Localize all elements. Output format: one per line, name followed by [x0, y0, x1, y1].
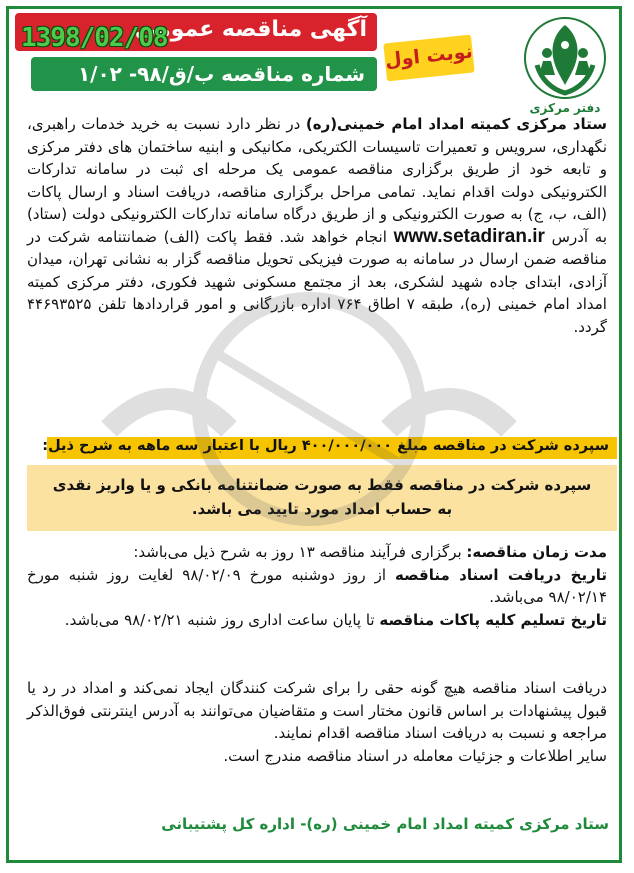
deposit-terms-text: سپرده شرکت در مناقصه فقط به صورت ضمانتنامه بانکی و یا واریز نقدی به حساب امداد مورد تایید می باشد.: [52, 476, 592, 518]
documents-date-label: تاریخ دریافت اسناد مناقصه: [395, 565, 607, 584]
duration-text: برگزاری فرآیند مناقصه ۱۳ روز به شرح ذیل می‌باشد:: [133, 543, 467, 561]
notes-text-2: سایر اطلاعات و جزئیات معامله در اسناد مناقصه مندرج است.: [223, 746, 607, 765]
emdad-emblem-icon: [517, 15, 613, 101]
deposit-strip: [42, 437, 617, 459]
document-dates: [27, 564, 607, 609]
organization-name: ستاد مرکزی کمیته امداد امام خمینی(ره): [305, 115, 607, 133]
round-label: نوبت اول: [384, 40, 474, 72]
footer-signature: ستاد مرکزی کمیته امداد امام خمینی (ره)- اداره کل پشتیبانی: [161, 815, 609, 833]
intro-text-1: در نظر دارد نسبت به خرید خدمات راهبری، نگهداری، سرویس و تعمیرات تاسیسات الکتریکی، مکانیکی و ابنیه ساختمان های دفتر مرکزی و تابعه خود از طریق برگزاری مناقصه عمومی یک مرحله ای ثبت در سامانه تدارکات الکترونیکی دولت اقدام نماید. تمامی مراحل برگزاری مناقصه، دریافت اسناد و ارسال پاکات (الف، ب، ج) به صورت الکترونیکی و از طریق درگاه سامانه تدارکات الکترونیکی دولت (ستاد) به آدرس: [27, 115, 607, 246]
notice-frame: [6, 6, 622, 863]
notice-title: آگهی مناقصه عمومی: [134, 17, 367, 42]
tender-number: شماره مناقصه ب/ق/۹۸- ۱/۰۲: [77, 62, 365, 86]
deposit-terms-box: [27, 465, 617, 531]
tender-duration: [27, 541, 607, 564]
tender-portal-url: www.setadiran.ir: [393, 225, 545, 247]
round-badge: [383, 35, 474, 82]
intro-text-2: انجام خواهد شد. فقط پاکت (الف) ضمانتنامه شرکت در مناقصه ضمن ارسال در سامانه به صورت فیزیکی تحویل مناقصه گزار به نشانی تهران، میدان آزادی، ابتدای جاده شهید لشکری، بعد از مجتمع مسکونی شهید فکوری، دفتر مرکزی کمیته امداد امام خمینی (ره)، طبقه ۷ اطاق ۷۶۴ اداره بازرگانی و امور قراردادها تلفن ۴۴۶۹۳۵۲۵ گردد.: [27, 227, 607, 336]
duration-label: مدت زمان مناقصه:: [466, 543, 607, 561]
notice-header: [9, 9, 619, 115]
intro-paragraph: [27, 113, 607, 338]
deposit-amount-text: سپرده شرکت در مناقصه مبلغ ۴۰۰/۰۰۰/۰۰۰ ریال با اعتبار سه ماهه به شرح ذیل:: [42, 438, 609, 454]
delivery-date-text: تا پایان ساعت اداری روز شنبه ۹۸/۰۲/۲۱ می‌باشد.: [64, 610, 380, 629]
tender-number-banner: [31, 57, 377, 91]
delivery-date-label: تاریخ تسلیم کلیه پاکات مناقصه: [379, 610, 607, 629]
schedule-section: [27, 541, 607, 631]
notes-section: [27, 677, 607, 767]
logo-caption: دفتر مرکزی: [529, 101, 601, 115]
delivery-dates: [27, 609, 607, 632]
date-stamp: 1398/02/08: [21, 23, 168, 53]
documents-date-text: از روز دوشنبه مورخ ۹۸/۰۲/۰۹ لغایت روز شنبه مورخ ۹۸/۰۲/۱۴ می‌باشد.: [27, 565, 607, 606]
notes-text-1: دریافت اسناد مناقصه هیچ گونه حقی را برای شرکت کنندگان ایجاد نمی‌کند و امداد در رد یا قبول پیشنهادات بر اساس قانون مختار است و متقاضیان می‌توانند به آدرس اینترنتی فوق‌الذکر مراجعه و نسبت به دریافت اسناد مناقصه اقدام نمایند.: [27, 679, 607, 742]
organization-logo: [517, 15, 613, 119]
